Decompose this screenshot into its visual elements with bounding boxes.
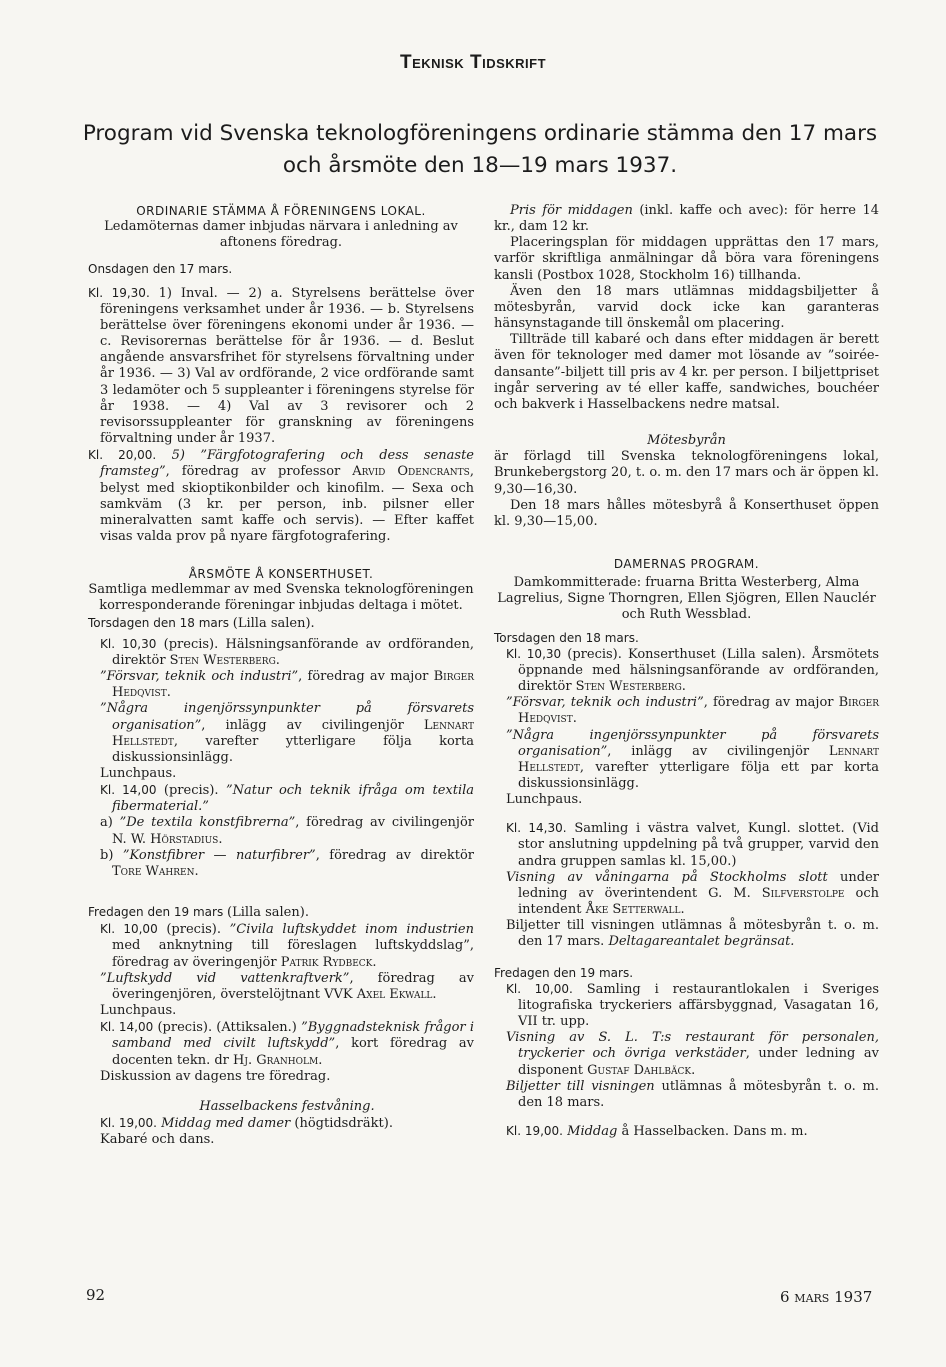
person-name: Åke Setterwall <box>585 902 681 918</box>
program-item: ”Luftskydd vid vattenkraftverk”, föredrag av överingenjören, överstelöjtnant VVK Axel Ekwall. <box>100 970 474 1002</box>
arsmote-intro: Samtliga medlemmar av med Svenska teknologföreningen korresponderande föreningar inbjudas deltaga i mötet. <box>88 582 474 614</box>
person-name: Lennart Hellstedt <box>518 743 879 775</box>
day-heading-fredag-damer: Fredagen den 19 mars. <box>494 965 634 980</box>
cabaret-access: Tillträde till kabaré och dans efter middagen är berett även för teknologer med damer mot lösande av ”soirée-dansante”-biljett till pris av 4 kr. per person. I biljettpriset ingår servering av té eller kaffe, sandwiches, bouchéer och bakverk i Hasselbackens nedre matsal. <box>494 332 879 412</box>
time-label: Kl. 19,00. <box>506 1123 563 1138</box>
program-item: Kl. 14,30. Samling i västra valvet, Kungl. slottet. (Vid stor anslutning uppdelning på två grupper, varvid den andra gruppen samlas kl. 15,00.) <box>506 821 879 869</box>
program-item: ”Några ingenjörssynpunkter på försvarets organisation”, inlägg av civilingenjör Lennart Hellstedt, varefter ytterligare följa ett par korta diskussionsinlägg. <box>506 727 879 791</box>
person-name: Hj. Granholm <box>233 1052 319 1068</box>
day-heading-torsdag-damer: Torsdagen den 18 mars. <box>494 630 639 645</box>
program-item: Kl. 19,00. Middag med damer (högtidsdräkt). <box>100 1115 393 1131</box>
time-label: Kl. 10,00 <box>100 922 158 937</box>
day-heading-torsdag: Torsdagen den 18 mars (Lilla salen). <box>88 615 315 631</box>
time-label: Kl. 10,30 <box>100 636 157 651</box>
section-heading-stamma: ORDINARIE STÄMMA Å FÖRENINGENS LOKAL. <box>136 204 426 218</box>
damer-torsdag-program <box>494 646 879 951</box>
torsdag-program <box>88 636 474 880</box>
left-column <box>88 203 474 1148</box>
program-item: Kl. 14,00 (precis). ”Natur och teknik ifråga om textila fibermaterial.” <box>100 783 475 815</box>
fredag-program <box>88 921 474 1148</box>
time-label: Kl. 19,30. <box>88 285 150 300</box>
damer-fredag-program <box>494 981 879 1140</box>
discussion: Diskussion av dagens tre föredrag. <box>100 1068 331 1084</box>
time-label: Kl. 20,00. <box>88 448 157 463</box>
lunch-break: Lunchpaus. <box>506 792 583 808</box>
person-name: Patrik Rydbeck <box>280 954 373 970</box>
person-name: Sten Westerberg <box>169 652 276 668</box>
person-name: N. W. Hörstadius <box>112 831 219 847</box>
day-heading-onsdag: Onsdagen den 17 mars. <box>88 262 233 277</box>
program-item: b) ”Konstfibrer — naturfibrer”, föredrag av direktör Tore Wahren. <box>100 847 474 879</box>
dinner-price: Pris för middagen (inkl. kaffe och avec): för herre 14 kr., dam 12 kr. <box>494 203 879 235</box>
ladies-committee: Damkommitterade: fruarna Britta Westerberg, Alma Lagrelius, Signe Thorngren, Ellen Sjögren, Ellen Nauclér och Ruth Wessblad. <box>497 575 876 623</box>
time-label: Kl. 19,00. <box>100 1115 157 1130</box>
lunch-break: Lunchpaus. <box>100 1003 177 1019</box>
page-number: 92 <box>86 1286 106 1304</box>
dinner-tickets: Även den 18 mars utlämnas middagsbiljetter å mötesbyrån, varvid dock icke kan garanteras hänsynstagande till önskemål om placering. <box>494 283 879 332</box>
motesbyran-hours: Den 18 mars hålles mötesbyrå å Konserthuset öppen kl. 9,30—15,00. <box>494 497 879 529</box>
masthead: Teknisk Tidskrift <box>399 52 547 73</box>
person-name: Silfverstolpe <box>761 885 845 901</box>
program-item: a) ”De textila konstfibrerna”, föredrag av civilingenjör N. W. Hörstadius. <box>100 815 474 847</box>
person-name: Gustaf Dahlbäck <box>587 1062 692 1078</box>
program-item: Biljetter till visningen utlämnas å mötesbyrån t. o. m. den 18 mars. <box>506 1078 880 1110</box>
program-item: Visning av våningarna på Stockholms slott under ledning av överintendent G. M. Silfverstolpe och intendent Åke Setterwall. <box>506 869 880 918</box>
program-item: Kl. 10,00. Samling i restaurantlokalen i Sveriges litografiska tryckeriers affärsbyggnad, Vasagatan 16, VII tr. upp. <box>506 981 879 1030</box>
person-name: Birger Hedqvist <box>518 695 879 727</box>
program-item: Kl. 10,30 (precis). Konserthuset (Lilla salen). Årsmötets öppnande med hälsningsanförande av ordföranden, direktör Sten Westerberg. <box>506 646 879 695</box>
person-name: Axel Ekwall <box>356 986 433 1002</box>
stamma-lecture-paragraph: Kl. 20,00. 5) ”Färgfotografering och dess senaste framsteg”, föredrag av professor Arvid Odencrants, belyst med skioptikonbilder och kinofilm. — Sexa och samkväm (3 kr. per person, inb. pilsner eller mineralvatten samt kaffe och servis). — Efter kaffet visas valda prov på nyare färgfotografering. <box>88 448 474 544</box>
stamma-agenda-paragraph: Kl. 19,30. 1) Inval. — 2) a. Styrelsens berättelse över föreningens verksamhet under år 1936. — b. Styrelsens berättelse över föreningens ekonomi under år 1936. — c. Revisorernas berättelse för år 1936. — d. Beslut angående ansvarsfrihet för styrelsens förvaltning under år 1936. — 3) Val av ordförande, 2 vice ordförande samt 3 ledamöter och 5 suppleanter i föreningens styrelse för år 1938. — 4) Val av 3 revisorer och 2 revisorssuppleanter för granskning av föreningens förvaltning under år 1937. <box>88 285 475 447</box>
program-item: ”Några ingenjörssynpunkter på försvarets organisation”, inlägg av civilingenjör Lennart Hellstedt, varefter ytterligare följa korta diskussionsinlägg. <box>100 701 474 765</box>
program-item: ”Försvar, teknik och industri”, föredrag av major Birger Hedqvist. <box>100 669 475 701</box>
time-label: Kl. 14,30. <box>506 821 567 836</box>
time-label: Kl. 10,00. <box>506 981 573 996</box>
program-item: Biljetter till visningen utlämnas å mötesbyrån t. o. m. den 17 mars. Deltagareantalet begränsat. <box>506 918 879 950</box>
motesbyran-heading: Mötesbyrån <box>647 433 726 449</box>
person-name: Birger Hedqvist <box>112 669 475 701</box>
program-item: Kl. 14,00 (precis). (Attiksalen.) ”Byggnadsteknisk frågor i samband med civilt luftskydd”, kort föredrag av docenten tekn. dr Hj. Granholm. <box>100 1020 474 1068</box>
right-column <box>494 203 879 1140</box>
person-name: Sten Westerberg <box>575 679 682 695</box>
cabaret: Kabaré och dans. <box>100 1132 215 1148</box>
person-name: Tore Wahren <box>112 863 195 879</box>
time-label: Kl. 14,00 <box>100 783 157 798</box>
program-item: ”Försvar, teknik och industri”, föredrag av major Birger Hedqvist. <box>506 695 879 727</box>
lunch-break: Lunchpaus. <box>100 766 177 781</box>
page-title <box>70 118 890 182</box>
program-item: Kl. 19,00. Middag å Hasselbacken. Dans m. m. <box>506 1123 808 1139</box>
person-name: Arvid Odencrants <box>352 464 470 480</box>
day-heading-fredag: Fredagen den 19 mars (Lilla salen). <box>88 905 309 921</box>
seating-plan: Placeringsplan för middagen upprättas den 17 mars, varför skriftliga anmälningar då böra vara föreningens kansli (Postbox 1028, Stockholm 16) tillhanda. <box>494 235 879 283</box>
venue-heading: Hasselbackens festvåning. <box>199 1098 375 1114</box>
time-label: Kl. 14,00 <box>100 1020 154 1035</box>
motesbyran-location: är förlagd till Svenska teknologföreningens lokal, Brunkebergstorg 20, t. o. m. den 17 mars och är öppen kl. 9,30—16,30. <box>494 449 879 497</box>
program-item: Visning av S. L. T:s restaurant för personalen, tryckerier och övriga verkstäder, under ledning av disponent Gustaf Dahlbäck. <box>506 1030 879 1078</box>
program-item: Kl. 10,00 (precis). ”Civila luftskyddet inom industrien med anknytning till föreslagen luftskyddslag”, föredrag av överingenjör Patrik Rydbeck. <box>100 922 474 970</box>
person-name: Lennart Hellstedt <box>112 717 474 749</box>
section-heading-damernas: DAMERNAS PROGRAM. <box>613 556 760 571</box>
title-line-2: och årsmöte den 18—19 mars 1937. <box>282 153 678 178</box>
program-item: Kl. 10,30 (precis). Hälsningsanförande av ordföranden, direktör Sten Westerberg. <box>100 636 474 668</box>
title-line-1: Program vid Svenska teknologföreningens ordinarie stämma den 17 mars <box>82 121 878 146</box>
time-label: Kl. 10,30 <box>506 646 562 661</box>
stamma-intro: Ledamöternas damer inbjudas närvara i anledning av aftonens föredrag. <box>104 219 458 251</box>
issue-date: 6 mars 1937 <box>780 1288 873 1306</box>
section-heading-arsmote: ÅRSMÖTE Å KONSERTHUSET. <box>188 567 374 582</box>
